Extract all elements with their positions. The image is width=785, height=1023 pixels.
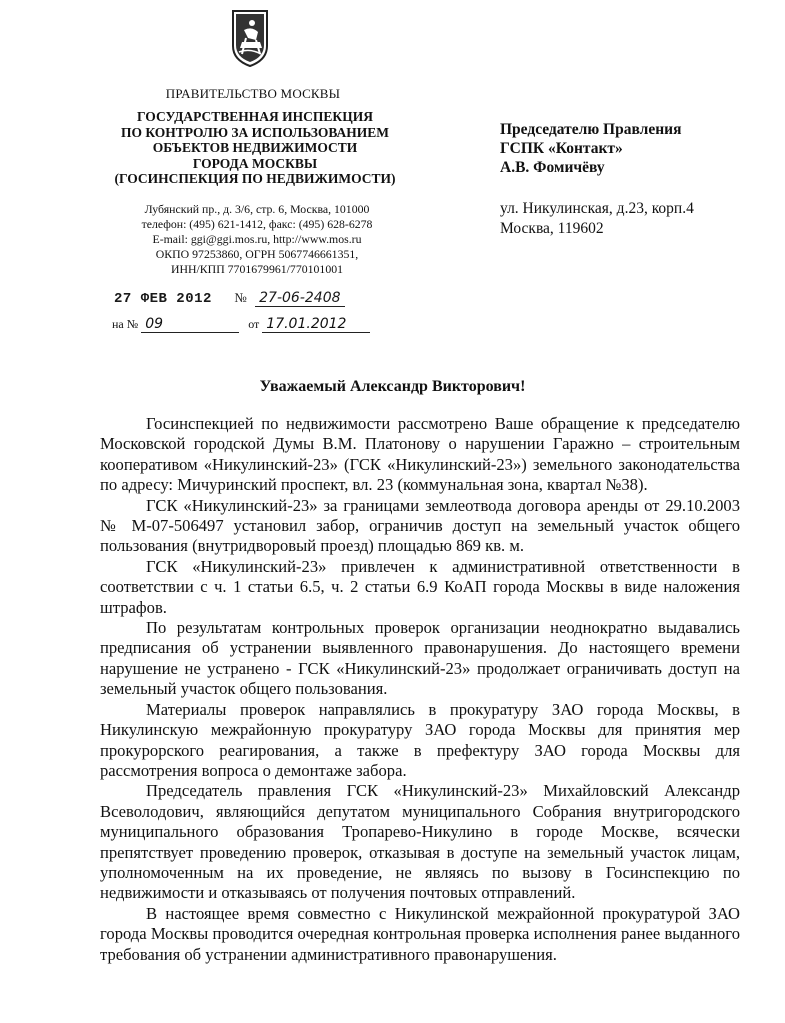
addressee-name: А.В. Фомичёву	[500, 159, 605, 176]
salutation: Уважаемый Александр Викторович!	[259, 378, 526, 395]
inspection-title-line: ОБЪЕКТОВ НЕДВИЖИМОСТИ	[152, 140, 358, 155]
government-title: ПРАВИТЕЛЬСТВО МОСКВЫ	[165, 86, 341, 101]
addressee-position: Председателю Правления	[500, 121, 682, 138]
contact-email: E-mail: ggi@ggi.mos.ru, http://www.mos.ru	[152, 232, 362, 246]
body-paragraph: ГСК «Никулинский-23» за границами землеотвода договора аренды от 29.10.2003 № М-07-506497 установил забор, ограничив доступ на земельный участок общего пользования (внутридворовый проезд) площадью 869 кв. м.	[100, 495, 740, 556]
reference-on-label: на №	[112, 317, 139, 331]
body-paragraph: В настоящее время совместно с Никулинской межрайонной прокуратурой ЗАО города Москвы проводится очередная контрольная проверка исполнения ранее выданного требования об устранении административного правонарушения.	[100, 903, 740, 964]
body-paragraph: Госинспекцией по недвижимости рассмотрено Ваше обращение к председателю Московской городской Думы В.М. Платонову о нарушении Гаражно – строительным кооперативом «Никулинский-23» (ГСК «Никулинский-23») земельного законодательства по адресу: Мичуринский проспект, вл. 23 (коммунальная зона, квартал №38).	[100, 414, 740, 495]
inspection-title-line: ГОРОДА МОСКВЫ	[192, 155, 318, 171]
reference-from-label: от	[248, 317, 260, 331]
moscow-coat-of-arms-icon	[230, 8, 270, 68]
body-paragraph: ГСК «Никулинский-23» привлечен к административной ответственности в соответствии с ч. 1 статьи 6.5, ч. 2 статьи 6.9 КоАП города Москвы в виде наложения штрафов.	[100, 556, 740, 617]
contact-phone: телефон: (495) 621-1412, факс: (495) 628-6278	[141, 217, 373, 231]
reference-number: 09	[141, 316, 239, 333]
contact-block	[112, 202, 402, 277]
inspection-title-line: (ГОСИНСПЕКЦИЯ ПО НЕДВИЖИМОСТИ)	[114, 171, 396, 186]
reference-line	[112, 316, 412, 333]
reference-date: 17.01.2012	[262, 316, 370, 333]
body-paragraph: Председатель правления ГСК «Никулинский-23» Михайловский Александр Всеволодович, являющийся депутатом муниципального Собрания внутригородского муниципального образования Тропарево-Никулино в городе Москве, всячески препятствует проведению проверок, отказывая в доступе на земельный участок лицам, уполномоченным на их проведение, не являясь по вызову в Госинспекцию по недвижимости и отказываясь от получения почтовых отправлений.	[100, 781, 740, 903]
inspection-title-line: ПО КОНТРОЛЮ ЗА ИСПОЛЬЗОВАНИЕМ	[120, 124, 390, 140]
body-paragraph: Материалы проверок направлялись в прокуратуру ЗАО города Москвы, в Никулинскую межрайонную прокуратуру ЗАО города Москвы для принятия мер прокурорского реагирования, а также в префектуру ЗАО города Москвы для рассмотрения вопроса о демонтаже забора.	[100, 699, 740, 780]
inspection-title	[100, 109, 410, 187]
addressee-city: Москва, 119602	[500, 220, 604, 237]
body-paragraph: По результатам контрольных проверок организации неоднократно выдавались предписания об устранении выявленного правонарушения. До настоящего времени нарушение не устранено - ГСК «Никулинский-23» продолжает ограничивать доступ на земельный участок общего пользования.	[100, 618, 740, 699]
addressee-block	[500, 120, 760, 177]
addressee-address	[500, 199, 770, 239]
contact-okpo: ОКПО 97253860, ОГРН 5067746661351,	[155, 247, 359, 261]
contact-inn: ИНН/КПП 7701679961/770101001	[170, 262, 344, 276]
addressee-organization: ГСПК «Контакт»	[500, 140, 623, 157]
outgoing-stamp	[114, 290, 394, 307]
stamp-number-label: №	[234, 290, 247, 305]
addressee-street: ул. Никулинская, д.23, корп.4	[500, 200, 694, 217]
inspection-title-line: ГОСУДАРСТВЕННАЯ ИНСПЕКЦИЯ	[137, 109, 373, 124]
stamp-number: 27-06-2408	[255, 290, 344, 307]
stamp-date: 27 ФЕВ 2012	[114, 291, 212, 307]
contact-address: Лубянский пр., д. 3/6, стр. 6, Москва, 101000	[144, 202, 370, 216]
letter-body	[100, 414, 740, 965]
